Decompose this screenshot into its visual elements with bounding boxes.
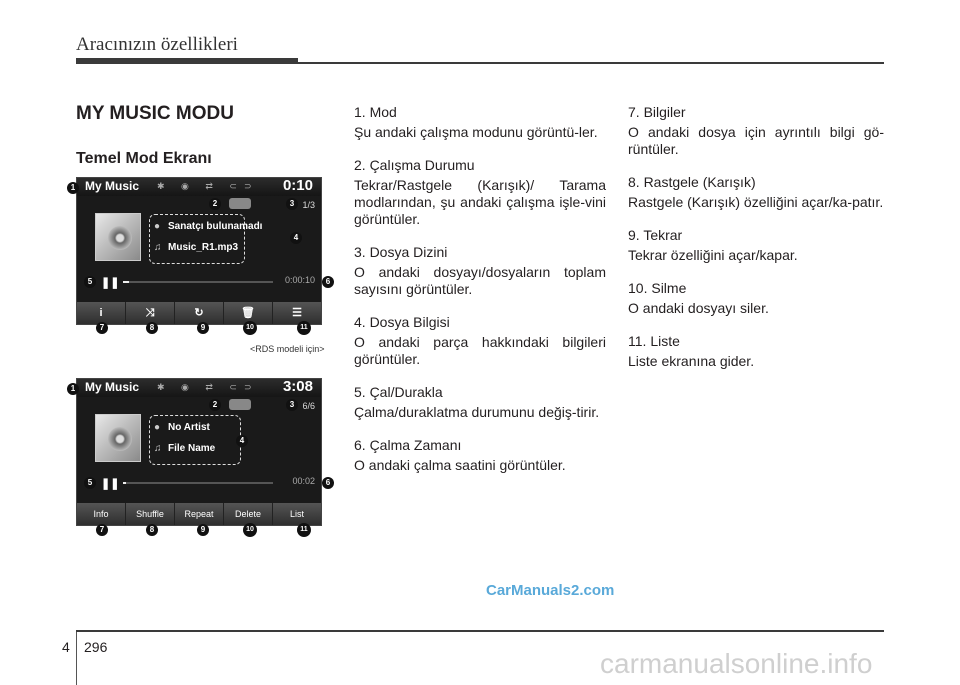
item-desc: Tekrar özelliğini açar/kapar. xyxy=(628,247,798,263)
repeat-button[interactable]: Repeat xyxy=(175,503,224,525)
item-title: 8. Rastgele (Karışık) xyxy=(628,174,756,190)
delete-button[interactable]: Delete xyxy=(224,503,273,525)
callout-badge: 3 xyxy=(286,198,298,210)
item-title: 7. Bilgiler xyxy=(628,104,686,120)
callout-badge: 1 xyxy=(67,383,79,395)
callout-badge: 11 xyxy=(297,523,311,537)
shuffle-button[interactable]: ⤨ xyxy=(126,302,175,324)
item-file-info xyxy=(354,314,606,368)
callout-badge: 3 xyxy=(286,399,298,411)
item-title: 2. Çalışma Durumu xyxy=(354,157,475,173)
header-title: Aracınızın özellikleri xyxy=(76,34,238,55)
callout-badge: 5 xyxy=(84,477,96,489)
item-title: 9. Tekrar xyxy=(628,227,683,243)
callout-badge: 10 xyxy=(243,523,257,537)
clock-time: 0:10 xyxy=(282,177,313,194)
callout-badge: 11 xyxy=(297,321,311,335)
play-time: 00:02 xyxy=(292,476,315,486)
item-play-pause xyxy=(354,384,606,421)
callout-badge: 4 xyxy=(236,435,248,447)
file-info-box xyxy=(149,415,241,465)
callout-badge: 4 xyxy=(290,232,302,244)
description-column-2 xyxy=(628,104,884,386)
clock-time: 3:08 xyxy=(282,378,313,395)
callout-badge: 2 xyxy=(209,399,221,411)
screen-mode-title: My Music xyxy=(85,179,140,193)
music-screen-standard xyxy=(76,378,322,526)
section-number: 4 xyxy=(62,639,70,655)
file-info-box xyxy=(149,214,263,264)
item-title: 5. Çal/Durakla xyxy=(354,384,443,400)
item-desc: Rastgele (Karışık) özelliğini açar/ka-patır. xyxy=(628,194,884,210)
progress-bar[interactable] xyxy=(123,281,273,283)
person-icon: ● xyxy=(154,422,161,433)
artist-line xyxy=(154,221,262,232)
item-file-index xyxy=(354,244,606,298)
item-desc: O andaki dosyayı siler. xyxy=(628,300,769,316)
callout-badge: 1 xyxy=(67,182,79,194)
song-line xyxy=(154,443,215,454)
watermark-link[interactable]: CarManuals2.com xyxy=(486,582,615,599)
progress-bar[interactable] xyxy=(123,482,273,484)
item-title: 11. Liste xyxy=(628,333,680,349)
button-bar xyxy=(77,503,321,525)
delete-button[interactable]: 🗑 xyxy=(224,302,273,324)
music-screen-rds xyxy=(76,177,322,325)
item-desc: Çalma/duraklatma durumunu değiş-tirir. xyxy=(354,404,600,420)
info-button[interactable]: Info xyxy=(77,503,126,525)
repeat-button[interactable]: ↻ xyxy=(175,302,224,324)
info-button[interactable]: i xyxy=(77,302,126,324)
callout-badge: 8 xyxy=(146,322,158,334)
callout-badge: 9 xyxy=(197,524,209,536)
callout-badge: 2 xyxy=(209,198,221,210)
song-name: File Name xyxy=(168,443,216,454)
item-repeat xyxy=(628,227,884,264)
progress-fill xyxy=(123,281,129,283)
list-button[interactable]: ☰ xyxy=(273,302,321,324)
header-rule-thin xyxy=(298,62,884,64)
item-title: 6. Çalma Zamanı xyxy=(354,437,462,453)
item-title: 1. Mod xyxy=(354,104,397,120)
callout-badge: 7 xyxy=(96,322,108,334)
item-play-time xyxy=(354,437,606,474)
status-icons: ✱ ◉ ⇄ ⊂⊃ xyxy=(157,382,259,392)
item-desc: O andaki dosyayı/dosyaların toplam sayısını görüntüler. xyxy=(354,264,606,297)
progress-fill xyxy=(123,482,126,484)
file-counter: 6/6 xyxy=(302,401,315,411)
artist-name: Sanatçı bulunamadı xyxy=(168,221,263,232)
status-icons: ✱ ◉ ⇄ ⊂⊃ xyxy=(157,181,259,191)
item-info xyxy=(628,104,884,158)
section-title: MY MUSIC MODU xyxy=(76,103,234,124)
item-desc: Liste ekranına gider. xyxy=(628,353,755,369)
item-list xyxy=(628,333,884,370)
header-rule xyxy=(76,58,298,64)
callout-badge: 10 xyxy=(243,321,257,335)
music-note-icon: ♫ xyxy=(154,443,162,454)
rds-model-note: <RDS modeli için> xyxy=(250,344,325,354)
list-button[interactable]: List xyxy=(273,503,321,525)
shuffle-button[interactable]: Shuffle xyxy=(126,503,175,525)
page-number: 296 xyxy=(84,639,108,655)
item-operation-status xyxy=(354,157,606,228)
callout-badge: 6 xyxy=(322,477,334,489)
pause-icon[interactable]: ❚❚ xyxy=(101,478,120,490)
description-column-1 xyxy=(354,104,606,490)
site-footer-link[interactable]: carmanualsonline.info xyxy=(600,648,873,679)
repeat-mode-icon xyxy=(229,198,251,209)
song-line xyxy=(154,242,238,253)
callout-badge: 8 xyxy=(146,524,158,536)
repeat-mode-icon xyxy=(229,399,251,410)
callout-badge: 9 xyxy=(197,322,209,334)
artist-line xyxy=(154,422,210,433)
music-note-icon: ♫ xyxy=(154,242,162,253)
button-bar xyxy=(77,302,321,324)
callout-badge: 6 xyxy=(322,276,334,288)
callout-badge: 7 xyxy=(96,524,108,536)
item-desc: Tekrar/Rastgele (Karışık)/ Tarama modlarından, şu andaki çalışma işle-vini görüntüler. xyxy=(354,177,606,227)
item-desc: O andaki çalma saatini görüntüler. xyxy=(354,457,566,473)
item-delete xyxy=(628,280,884,317)
item-title: 4. Dosya Bilgisi xyxy=(354,314,450,330)
section-subtitle: Temel Mod Ekranı xyxy=(76,150,212,167)
song-name: Music_R1.mp3 xyxy=(168,242,239,253)
album-art xyxy=(95,213,141,261)
pause-icon[interactable]: ❚❚ xyxy=(101,277,120,289)
person-icon: ● xyxy=(154,221,161,232)
screen-mode-title: My Music xyxy=(85,380,140,394)
footer-rule xyxy=(76,630,884,632)
artist-name: No Artist xyxy=(168,422,210,433)
item-title: 10. Silme xyxy=(628,280,687,296)
item-desc: O andaki parça hakkındaki bilgileri görüntüler. xyxy=(354,334,606,367)
file-counter: 1/3 xyxy=(302,200,315,210)
album-art xyxy=(95,414,141,462)
callout-badge: 5 xyxy=(84,276,96,288)
item-mode xyxy=(354,104,606,141)
play-time: 0:00:10 xyxy=(284,275,315,285)
item-desc: Şu andaki çalışma modunu görüntü-ler. xyxy=(354,124,598,140)
item-title: 3. Dosya Dizini xyxy=(354,244,448,260)
item-shuffle xyxy=(628,174,884,211)
item-desc: O andaki dosya için ayrıntılı bilgi gö-rüntüler. xyxy=(628,124,884,157)
footer-divider xyxy=(76,632,77,685)
